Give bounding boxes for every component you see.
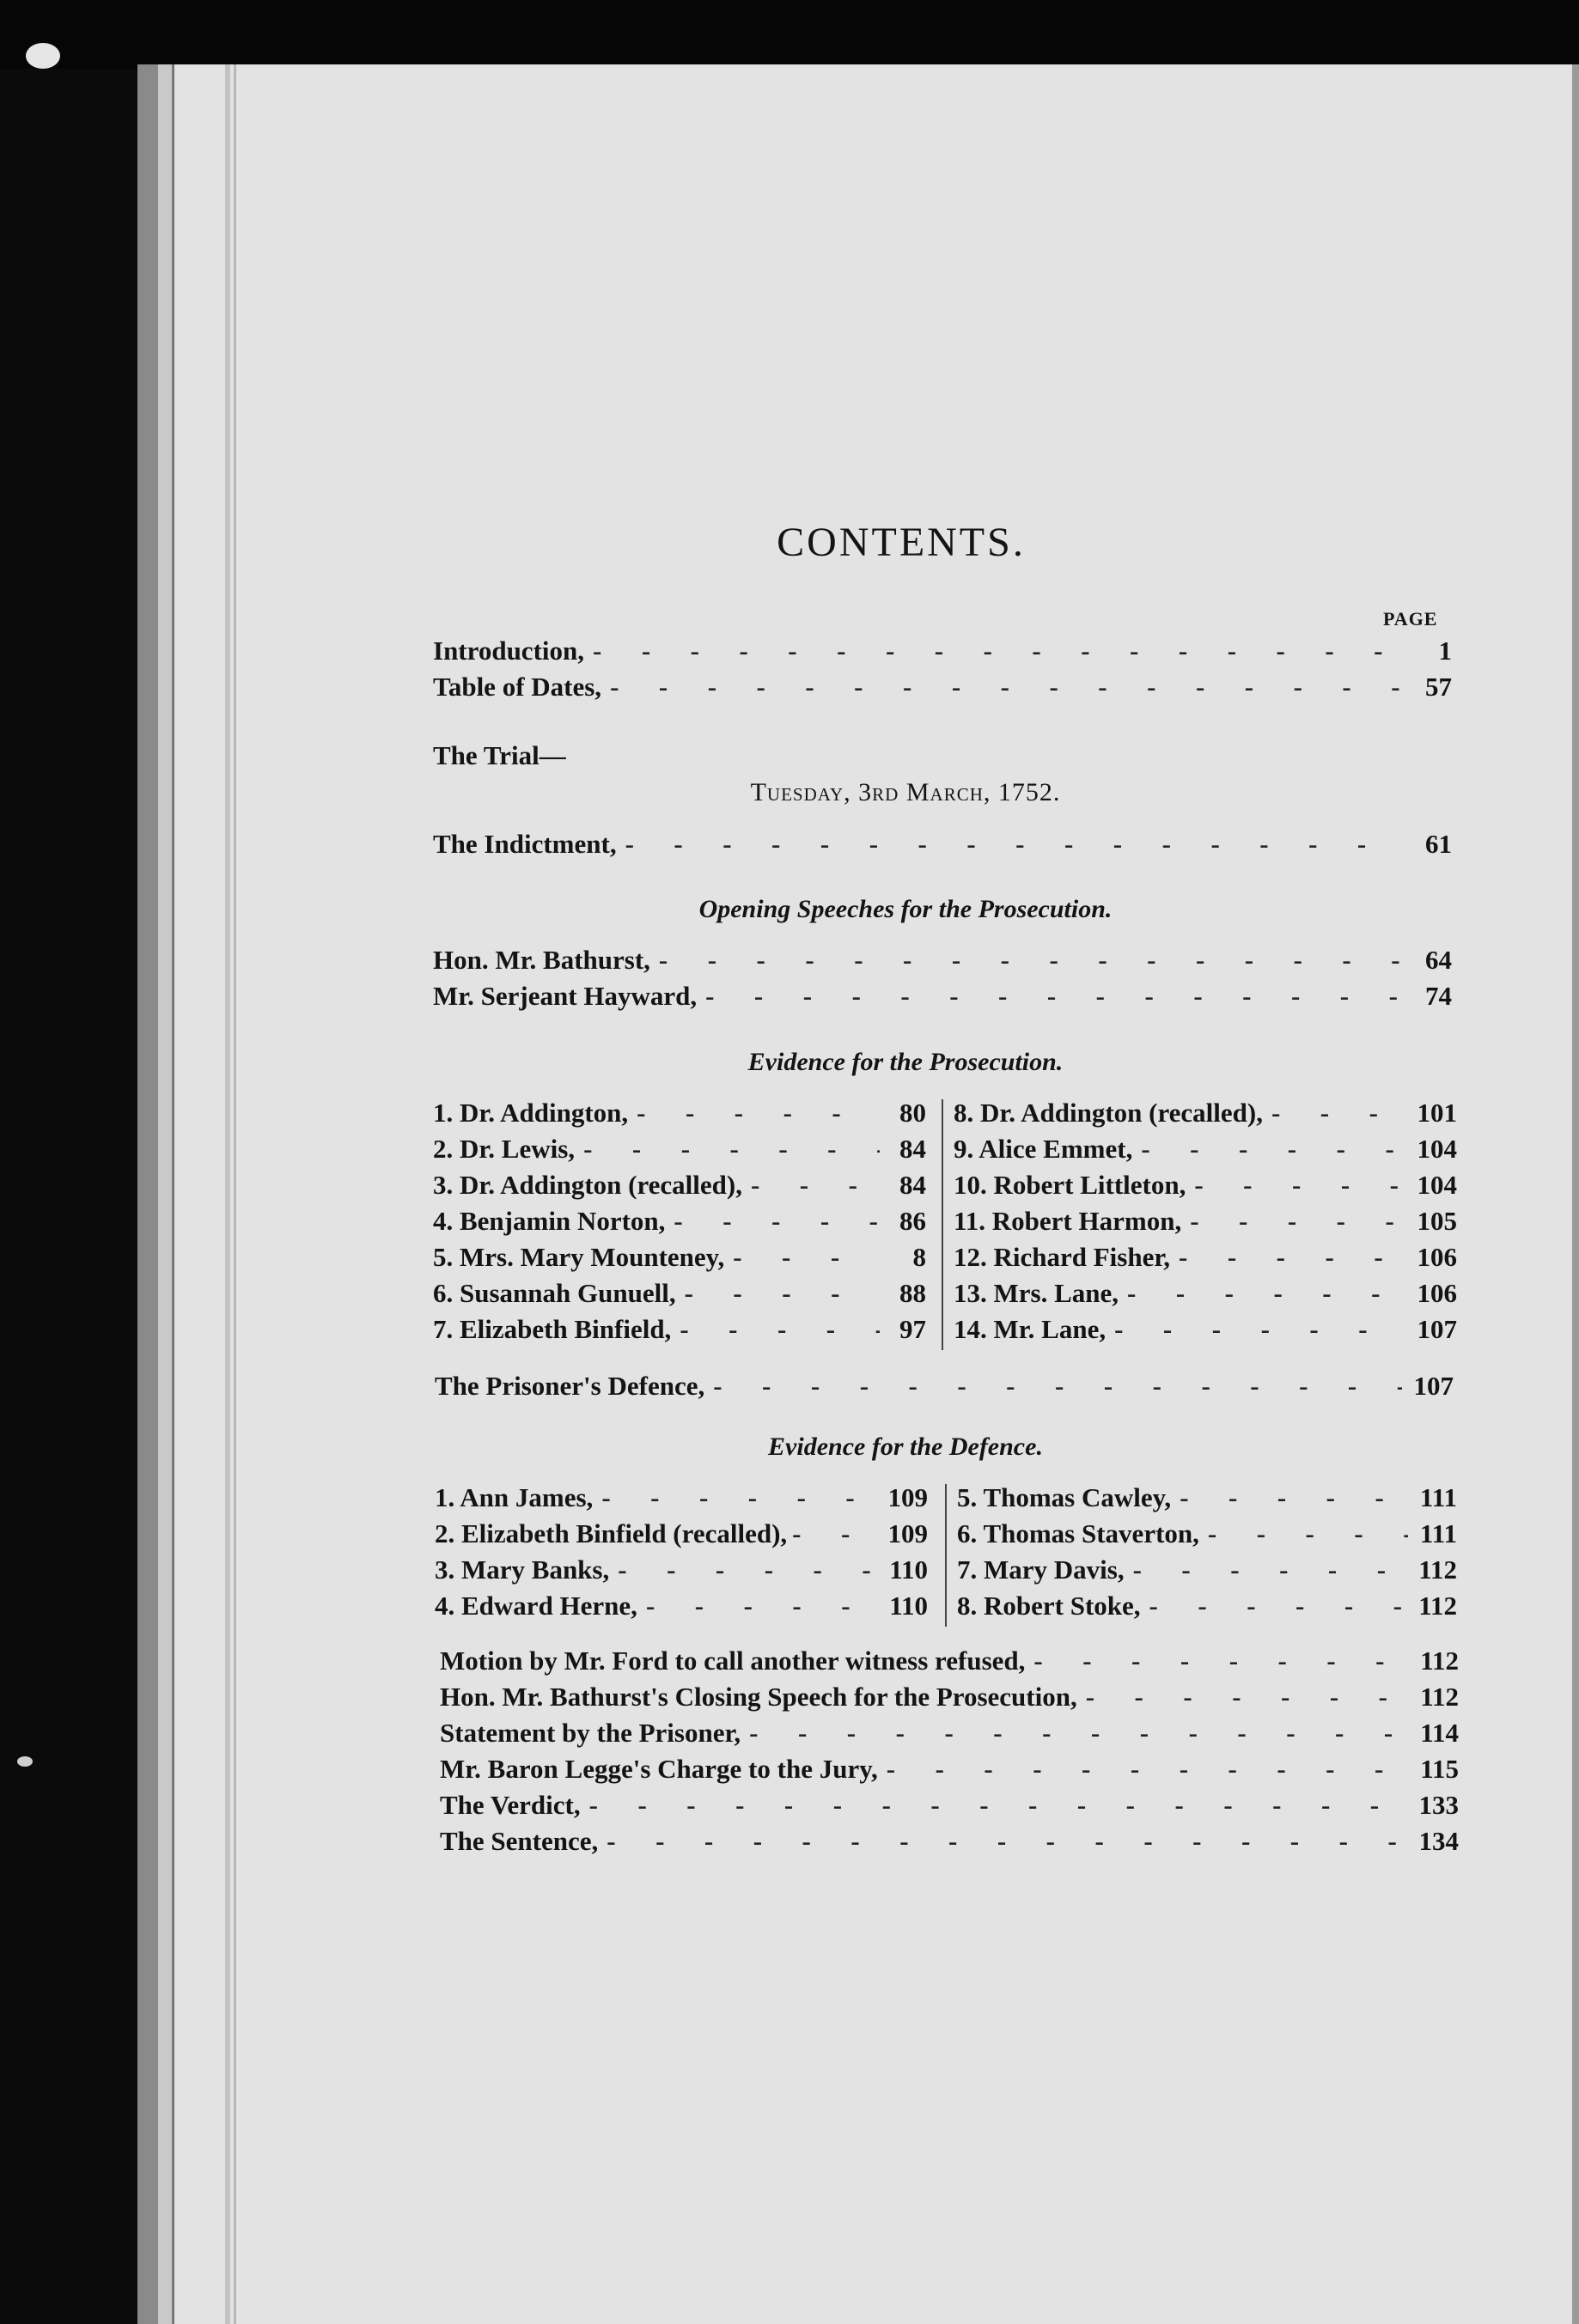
dot-leader [610,672,1405,703]
dot-leader [674,1206,880,1237]
section-heading-opening: Opening Speeches for the Prosecution. [698,895,1113,923]
dot-leader [749,1718,1408,1749]
witness-entry[interactable]: 13. Mrs. Lane, - 106 [954,1278,1457,1314]
witness-entry[interactable]: 2. Elizabeth Binfield (recalled), - 109 [435,1518,928,1554]
witness-entry[interactable]: 4. Edward Herne, - 110 [435,1591,928,1627]
dot-leader [751,1170,880,1201]
dot-leader [1033,1646,1408,1676]
dot-leader [593,636,1405,666]
dot-leader [583,1134,880,1165]
dot-leader [713,1371,1401,1402]
toc-entry-hayward[interactable]: Mr. Serjeant Hayward, - 74 [433,981,1452,1012]
trial-date: Tuesday, 3rd March, 1752. [750,778,1061,806]
dot-leader [1086,1682,1408,1713]
defence-witness-list-right [957,1482,1457,1627]
witness-entry[interactable]: 10. Robert Littleton, - 104 [954,1170,1457,1206]
witness-entry[interactable]: 1. Ann James, - 109 [435,1482,928,1518]
dot-leader [1141,1134,1405,1165]
witness-entry[interactable]: 7. Elizabeth Binfield, - 97 [433,1314,926,1350]
page-title: CONTENTS. [777,520,1026,565]
dot-leader [792,1518,882,1549]
dot-leader [1194,1170,1405,1201]
dot-leader [1127,1278,1405,1309]
witness-entry[interactable]: 6. Susannah Gunuell, - 88 [433,1278,926,1314]
section-heading-defence: Evidence for the Defence. [768,1433,1043,1461]
dot-leader [680,1314,880,1345]
dot-leader [685,1278,880,1309]
dot-leader [646,1591,877,1621]
witness-entry[interactable]: 12. Richard Fisher, - 106 [954,1242,1457,1278]
page-column-header: PAGE [1383,608,1438,630]
dot-leader [1133,1554,1407,1585]
dot-leader [733,1242,880,1273]
witness-entry[interactable]: 3. Dr. Addington (recalled), - 84 [433,1170,926,1206]
toc-entry-sentence[interactable]: The Sentence, - 134 [440,1826,1459,1857]
dot-leader [637,1098,880,1129]
toc-entry-introduction[interactable]: Introduction, - 1 [433,636,1452,666]
witness-entry[interactable]: 7. Mary Davis, - 112 [957,1554,1457,1591]
column-divider [945,1484,947,1627]
dot-leader [589,1790,1407,1821]
toc-entry-indictment[interactable]: The Indictment, - 61 [433,829,1452,860]
witness-entry[interactable]: 8. Robert Stoke, - 112 [957,1591,1457,1627]
dot-leader [887,1754,1408,1785]
witness-entry[interactable]: 1. Dr. Addington, - 80 [433,1098,926,1134]
witness-entry[interactable]: 4. Benjamin Norton, - 86 [433,1206,926,1242]
dot-leader [607,1826,1406,1857]
prosecution-witness-list-right [954,1098,1457,1350]
defence-witness-list-left [435,1482,928,1627]
toc-entry-closing-speech[interactable]: Hon. Mr. Bathurst's Closing Speech for the Prosecution, - 112 [440,1682,1459,1713]
witness-entry[interactable]: 8. Dr. Addington (recalled), - 101 [954,1098,1457,1134]
dot-leader [1114,1314,1405,1345]
prosecution-witness-list-left [433,1098,926,1350]
witness-entry[interactable]: 2. Dr. Lewis, - 84 [433,1134,926,1170]
trial-heading: The Trial— [433,740,566,770]
column-divider [942,1099,943,1350]
witness-entry[interactable]: 6. Thomas Staverton, - 111 [957,1518,1457,1554]
witness-entry[interactable]: 5. Mrs. Mary Mounteney, - 8 [433,1242,926,1278]
toc-entry-bathurst[interactable]: Hon. Mr. Bathurst, - 64 [433,945,1452,976]
witness-entry[interactable]: 5. Thomas Cawley, - 111 [957,1482,1457,1518]
dot-leader [1179,1242,1405,1273]
witness-entry[interactable]: 11. Robert Harmon, - 105 [954,1206,1457,1242]
witness-entry[interactable]: 9. Alice Emmet, - 104 [954,1134,1457,1170]
dot-leader [618,1554,877,1585]
toc-entry-prisoners-defence[interactable]: The Prisoner's Defence, - 107 [435,1371,1454,1402]
dot-leader [1180,1482,1408,1513]
dot-leader [1149,1591,1407,1621]
toc-entry-charge[interactable]: Mr. Baron Legge's Charge to the Jury, - 115 [440,1754,1459,1785]
witness-entry[interactable]: 3. Mary Banks, - 110 [435,1554,928,1591]
dot-leader [705,981,1405,1012]
dot-leader [659,945,1405,976]
dot-leader [625,829,1405,860]
section-heading-prosecution: Evidence for the Prosecution. [747,1048,1064,1076]
dot-leader [1271,1098,1405,1129]
toc-entry-statement[interactable]: Statement by the Prisoner, - 114 [440,1718,1459,1749]
toc-entry-table-of-dates[interactable]: Table of Dates, - 57 [433,672,1452,703]
toc-entry-verdict[interactable]: The Verdict, - 133 [440,1790,1459,1821]
dot-leader [1190,1206,1405,1237]
witness-entry[interactable]: 14. Mr. Lane, - 107 [954,1314,1457,1350]
dot-leader [601,1482,875,1513]
toc-entry-motion[interactable]: Motion by Mr. Ford to call another witness refused, - 112 [440,1646,1459,1676]
dot-leader [1208,1518,1408,1549]
